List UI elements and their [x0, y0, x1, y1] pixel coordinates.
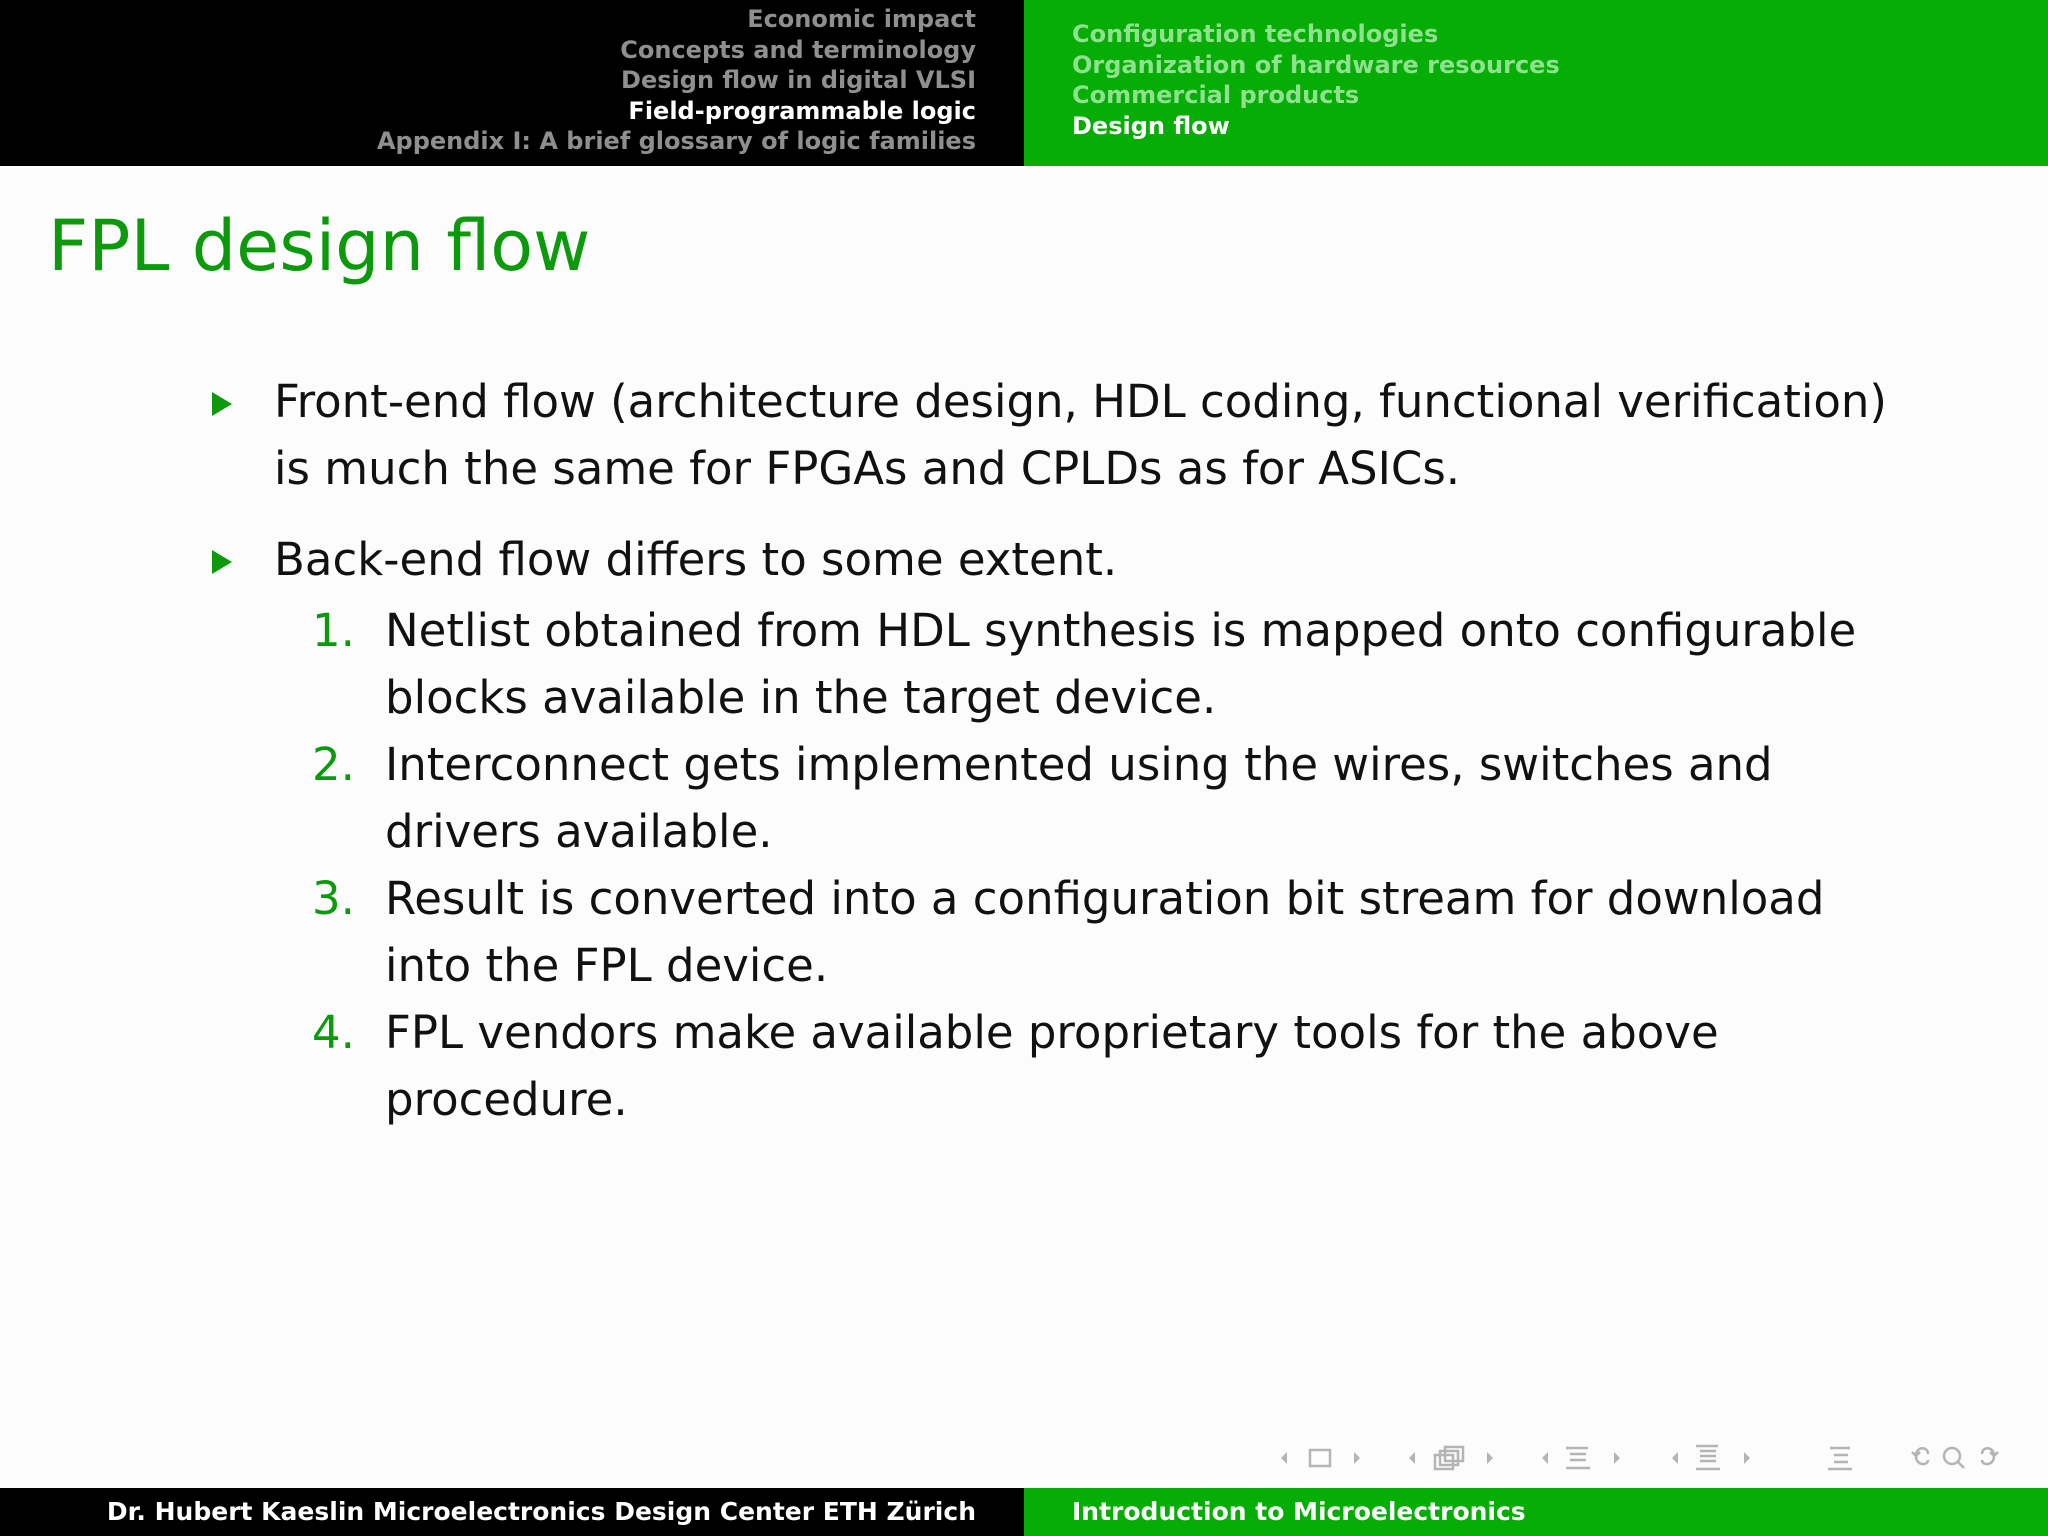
list-item: [0, 865, 1905, 999]
footer-course-title: Introduction to Microelectronics: [1072, 1497, 1526, 1526]
enumerated-list: [0, 597, 2048, 1133]
subsection-list: [1072, 19, 1560, 141]
section-link-design-flow-vlsi[interactable]: Design flow in digital VLSI: [621, 66, 976, 94]
next-subsection-icon[interactable]: [1487, 1452, 1493, 1464]
bullet-item: [0, 526, 1914, 593]
bullet-item: [0, 368, 1914, 502]
footer-bar: [0, 1488, 2048, 1536]
section-link-field-programmable-logic[interactable]: Field-programmable logic: [628, 96, 976, 125]
triangle-bullet-icon: [212, 392, 232, 416]
section-link-economic-impact[interactable]: Economic impact: [747, 5, 976, 33]
footer-author: Dr. Hubert Kaeslin Microelectronics Design Center ETH Zürich: [106, 1497, 976, 1526]
back-icon[interactable]: [1912, 1448, 1928, 1464]
doc-icon[interactable]: [1696, 1446, 1720, 1469]
section-navigation: [0, 0, 1024, 166]
footer-course-box: [1024, 1488, 2048, 1536]
section-link-appendix-glossary[interactable]: Appendix I: A brief glossary of logic families: [376, 127, 976, 155]
search-icon[interactable]: [1944, 1448, 1964, 1468]
list-item-text: Result is converted into a configuration bit stream for download into the FPL device.: [385, 872, 1825, 992]
list-item-number: 2.: [312, 738, 355, 791]
subsection-navigation: [1024, 0, 2048, 166]
list-item: [0, 597, 1905, 731]
list-item-text: FPL vendors make available proprietary tools for the above procedure.: [385, 1006, 1719, 1126]
bullet-text: Front-end flow (architecture design, HDL coding, functional verification) is much the same for FPGAs and CPLDs as for ASICs.: [274, 375, 1887, 495]
list-item-text: Netlist obtained from HDL synthesis is mapped onto configurable blocks available in the target device.: [385, 604, 1857, 724]
next-doc-icon[interactable]: [1744, 1452, 1750, 1464]
navigation-symbols-svg: [1270, 1440, 2030, 1476]
outline-icon[interactable]: [1828, 1448, 1852, 1469]
next-frame-icon[interactable]: [1354, 1452, 1360, 1464]
section-list: [377, 4, 976, 157]
triangle-bullet-icon: [212, 550, 232, 574]
section-link-concepts-terminology[interactable]: Concepts and terminology: [620, 35, 976, 64]
prev-frame-icon[interactable]: [1281, 1452, 1287, 1464]
frame-icon[interactable]: [1310, 1450, 1330, 1466]
slide-title: FPL design flow: [48, 205, 591, 287]
list-item-text: Interconnect gets implemented using the wires, switches and drivers available.: [385, 738, 1773, 858]
prev-doc-icon[interactable]: [1672, 1452, 1678, 1464]
navigation-symbols: [1270, 1440, 2030, 1476]
section-icon[interactable]: [1566, 1448, 1590, 1468]
subsection-link-design-flow[interactable]: Design flow: [1072, 111, 1230, 140]
prev-subsection-icon[interactable]: [1409, 1452, 1415, 1464]
list-item: [0, 731, 1905, 865]
footer-author-box: [0, 1488, 1024, 1536]
subsection-link-configuration-technologies[interactable]: Configuration technologies: [1072, 20, 1439, 48]
list-item-number: 4.: [312, 1006, 355, 1059]
list-item-number: 1.: [312, 604, 355, 657]
prev-section-icon[interactable]: [1542, 1452, 1548, 1464]
header-bar: [0, 0, 2048, 166]
forward-icon[interactable]: [1982, 1448, 1998, 1464]
slide-content: [0, 368, 2048, 1133]
bullet-text: Back-end flow differs to some extent.: [274, 533, 1118, 586]
next-section-icon[interactable]: [1614, 1452, 1620, 1464]
subsection-link-commercial-products[interactable]: Commercial products: [1072, 81, 1360, 109]
list-item: [0, 999, 1905, 1133]
subsection-link-hardware-resources[interactable]: Organization of hardware resources: [1072, 50, 1560, 79]
subsection-icon[interactable]: [1435, 1447, 1463, 1469]
list-item-number: 3.: [312, 872, 355, 925]
